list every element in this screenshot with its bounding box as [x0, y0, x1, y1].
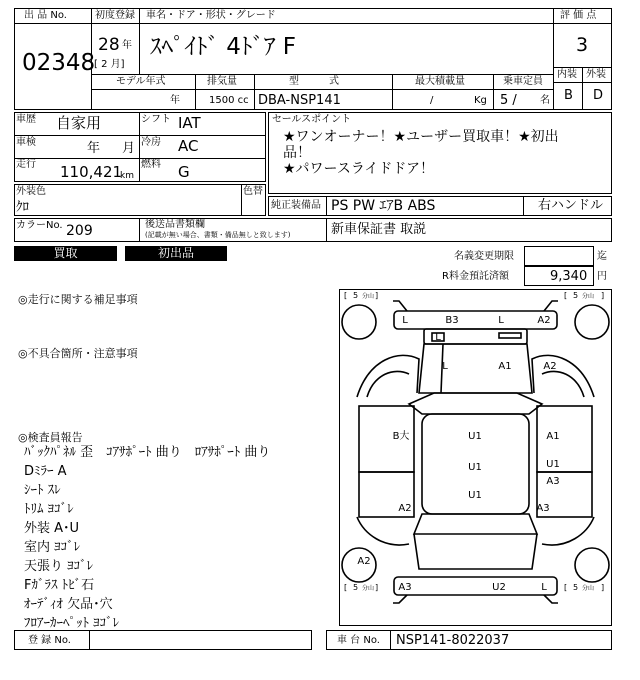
sales-line-2: 品！: [283, 145, 311, 161]
report-line: ﾄﾘﾑ ﾖｺﾞﾚ: [24, 502, 74, 517]
mark: A3: [398, 582, 412, 593]
inspection-month: 月: [122, 141, 136, 156]
mark: B3: [445, 315, 459, 326]
svg-text:分山: 分山: [582, 293, 595, 300]
interior-label: 内装: [557, 69, 577, 80]
fuel-value: G: [178, 163, 190, 181]
lot-number: 02348: [22, 50, 96, 76]
docs-note: (記載が無い場合、書類・備品無しと致します): [145, 231, 291, 239]
model-year-unit: 年: [170, 95, 180, 106]
displacement-value: 1500 cc: [209, 95, 249, 106]
front-bumper: [394, 311, 557, 329]
recycle-unit: 円: [597, 271, 607, 282]
tire-rl-label: [344, 583, 378, 592]
mark: A2: [357, 556, 371, 567]
mark: A2: [398, 503, 412, 514]
mark: L: [498, 315, 504, 326]
history-label: 車歴: [16, 114, 36, 125]
details-box: [14, 112, 266, 182]
rating-label: 評 価 点: [560, 10, 597, 21]
capacity-unit: 名: [540, 95, 550, 106]
svg-text:]: ]: [375, 583, 379, 592]
type-value: DBA-NSP141: [258, 93, 341, 108]
displacement-label: 排気量: [207, 76, 237, 87]
capacity-value: 5 /: [500, 93, 517, 108]
max-load-label: 最大積載量: [415, 76, 465, 87]
report-line: 外装 A･U: [24, 521, 80, 536]
mark: A1: [498, 361, 512, 372]
sales-point-label: セールスポイント: [272, 114, 352, 125]
report-line: Fｶﾞﾗｽ ﾄﾋﾞ石: [24, 578, 95, 593]
tire-front-left: [342, 305, 376, 339]
supplement-heading: ◎走行に関する補足事項: [18, 293, 138, 306]
warranty-value: 新車保証書 取説: [331, 222, 427, 237]
mileage-label: 走行: [16, 159, 36, 170]
front-right-fender: [532, 355, 594, 397]
svg-text:分山: 分山: [362, 293, 375, 300]
recycle-value: 9,340: [550, 269, 588, 284]
color-no-label: カラーNo.: [16, 220, 63, 231]
exterior-color-label: 外装色: [16, 186, 46, 197]
recycle-label: R料金預託済額: [442, 271, 509, 282]
first-exhibit-button[interactable]: 初出品: [125, 246, 227, 261]
svg-text:[: [: [564, 583, 568, 592]
rear-right-fender: [542, 517, 594, 545]
name-change-label: 名義変更期限: [454, 251, 514, 262]
report-line: ｼｰﾄ ｽﾚ: [24, 483, 61, 498]
report-line: 室内 ﾖｺﾞﾚ: [24, 540, 81, 555]
svg-text:[: [: [564, 291, 568, 300]
reg-year: 28: [98, 35, 120, 55]
tire-rr-label: [564, 583, 604, 592]
mark: A3: [536, 503, 550, 514]
svg-text:分山: 分山: [362, 585, 375, 592]
mileage-value: 110,421: [60, 163, 123, 181]
max-load-slash: /: [430, 95, 434, 106]
tire-fl-label: [344, 291, 378, 300]
svg-text:5: 5: [573, 291, 579, 300]
name-change-value: [524, 246, 594, 266]
mark: L: [541, 582, 547, 593]
first-reg-label: 初度登録: [95, 10, 135, 21]
svg-text:]: ]: [601, 291, 605, 300]
sales-line-1: ★ワンオーナー！★ユーザー買取車！★初出: [283, 129, 559, 145]
shift-value: IAT: [178, 114, 201, 132]
bonnet: [419, 344, 532, 393]
equipment-value: PS PW ｴｱB ABS: [331, 198, 436, 214]
steering-value: 右ハンドル: [538, 198, 604, 213]
defects-heading: ◎不具合箇所・注意事項: [18, 347, 138, 360]
inspection-year: 年: [87, 141, 101, 156]
buy-button[interactable]: 買取: [14, 246, 117, 261]
interior-grade: B: [564, 88, 573, 103]
cooling-value: AC: [178, 137, 199, 155]
mark: U2: [492, 582, 506, 593]
type-label: 型 式: [289, 76, 339, 87]
rating-value: 3: [576, 34, 589, 56]
model-year-label: モデル年式: [116, 76, 166, 87]
equipment-label: 純正装備品: [271, 200, 321, 211]
mark: L: [442, 361, 448, 372]
car-name: ｽﾍﾟｲﾄﾞ 4ﾄﾞｱ F: [150, 34, 296, 60]
svg-text:5: 5: [573, 583, 579, 592]
windshield: [409, 393, 542, 414]
tire-front-right: [575, 305, 609, 339]
inspection-label: 車検: [16, 137, 36, 148]
lot-label: 出 品 No.: [24, 10, 67, 21]
mark: U1: [468, 490, 482, 501]
exterior-grade: D: [593, 88, 604, 103]
report-line: ﾌﾛｱｰｶｰﾍﾟｯﾄ ﾖｺﾞﾚ: [24, 616, 120, 631]
chassis-value: NSP141-8022037: [396, 633, 510, 648]
rear-hatch: [414, 534, 537, 569]
front-bumper-corner: [393, 301, 407, 311]
rear-left-fender: [357, 517, 409, 545]
svg-text:[: [: [344, 583, 348, 592]
exterior-label: 外装: [586, 69, 606, 80]
exterior-color-value: ｸﾛ: [16, 200, 29, 215]
color-no-value: 209: [66, 223, 93, 239]
report-line: ｵｰﾃﾞｨｵ 欠品･穴: [24, 597, 113, 612]
history-value: 自家用: [56, 114, 102, 132]
sales-line-3: ★パワースライドドア！: [283, 161, 435, 177]
svg-text:]: ]: [601, 583, 605, 592]
mark: A1: [546, 431, 560, 442]
mark: L: [435, 332, 441, 343]
svg-text:]: ]: [375, 291, 379, 300]
docs-label: 後送品書類欄: [145, 219, 205, 230]
mark: A3: [546, 476, 560, 487]
mileage-unit: km: [120, 171, 134, 181]
mark: B大: [392, 431, 410, 442]
color-no-box: [14, 218, 612, 242]
svg-text:5: 5: [353, 583, 359, 592]
svg-text:[: [: [344, 291, 348, 300]
name-change-unit: 迄: [597, 251, 607, 262]
rear-bumper: [394, 577, 557, 595]
max-load-unit: Kg: [474, 95, 487, 106]
svg-text:5: 5: [353, 291, 359, 300]
color-box: [14, 184, 266, 216]
tire-fr-label: [564, 291, 604, 300]
reg-no-label: 登 録 No.: [28, 635, 71, 646]
tire-rear-right: [575, 548, 609, 582]
mark: A2: [537, 315, 551, 326]
mark: U1: [468, 462, 482, 473]
mark: U1: [546, 459, 560, 470]
report-line: Dﾐﾗｰ A: [24, 464, 67, 479]
rear-window: [414, 514, 537, 534]
reg-year-unit: 年: [122, 40, 132, 51]
reg-month: [ 2 月]: [94, 59, 125, 70]
report-line: ﾊﾞｯｸﾊﾟﾈﾙ 歪 ｺｱｻﾎﾟｰﾄ 曲り ﾛｱｻﾎﾟｰﾄ 曲り: [24, 445, 271, 460]
capacity-label: 乗車定員: [503, 76, 543, 87]
chassis-label: 車 台 No.: [337, 635, 380, 646]
front-left-fender: [357, 355, 419, 397]
fuel-label: 燃料: [141, 159, 161, 170]
car-diagram: [339, 289, 612, 626]
mark: L: [402, 315, 408, 326]
report-line: 天張り ﾖｺﾞﾚ: [24, 559, 94, 574]
repaint-label: 色替: [243, 186, 263, 197]
mark: A2: [543, 361, 557, 372]
car-name-label: 車名・ドア・形状・グレード: [146, 10, 276, 21]
svg-text:分山: 分山: [582, 585, 595, 592]
mark: U1: [468, 431, 482, 442]
cooling-label: 冷房: [141, 137, 161, 148]
inspector-heading: ◎検査員報告: [18, 431, 83, 444]
shift-label: シフト: [141, 114, 171, 125]
